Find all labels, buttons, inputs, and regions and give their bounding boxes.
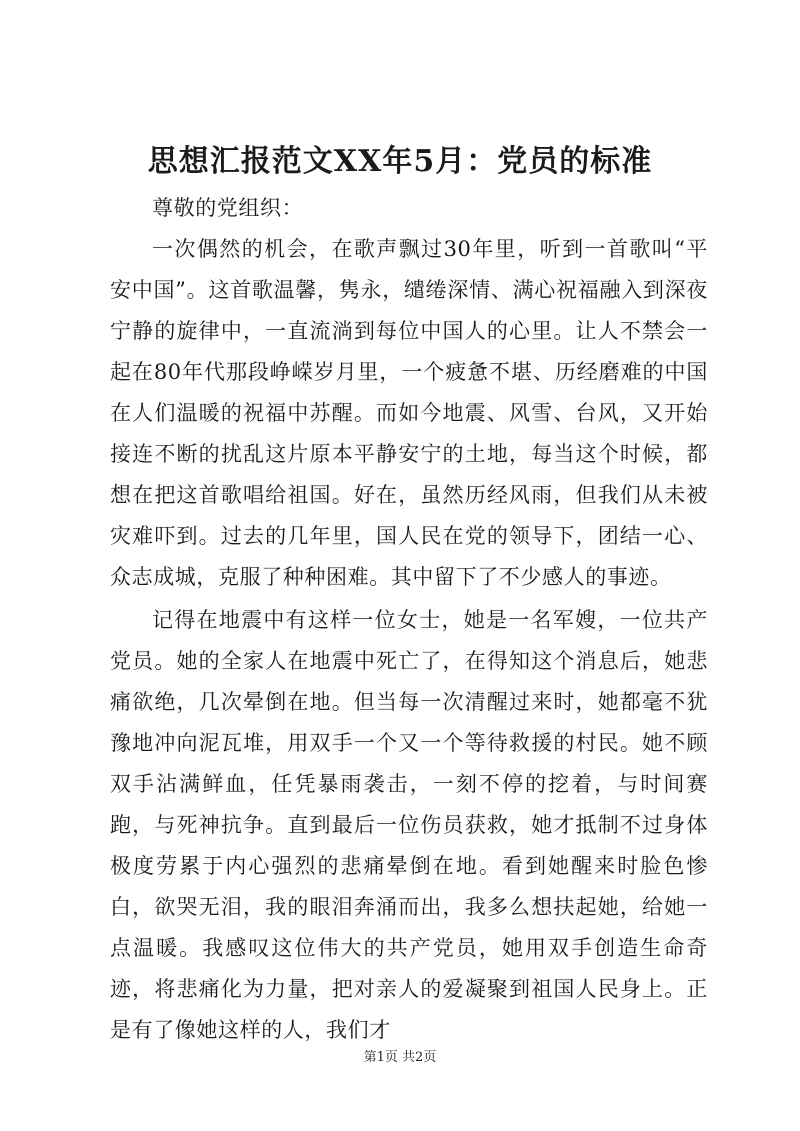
paragraph-1: 一次偶然的机会，在歌声飘过30年里，听到一首歌叫“平安中国”。这首歌温馨，隽永，缱绻深情、满心祝福融入到深夜宁静的旋律中，一直流淌到每位中国人的心里。让人不禁会一起在80年代那段峥嵘岁月里，一个疲惫不堪、历经磨难的中国在人们温暖的祝福中苏醒。而如今地震、风雪、台风，又开始接连不断的扰乱这片原本平静安宁的土地，每当这个时候，都想在把这首歌唱给祖国。好在，虽然历经风雨，但我们从未被灾难吓到。过去的几年里，国人民在党的领导下，团结一心、众志成城，克服了种种困难。其中留下了不少感人的事迹。: [110, 237, 708, 589]
page-footer: 第1页 共2页: [363, 1050, 437, 1065]
salutation: 尊敬的党组织：: [152, 196, 304, 220]
document-body: [110, 188, 708, 1051]
document-title: 思想汇报范文XX年5月：党员的标准: [147, 144, 653, 179]
paragraph-2: 记得在地震中有这样一位女士，她是一名军嫂，一位共产党员。她的全家人在地震中死亡了，在得知这个消息后，她悲痛欲绝，几次晕倒在地。但当每一次清醒过来时，她都毫不犹豫地冲向泥瓦堆，用双手一个又一个等待救援的村民。她不顾双手沾满鲜血，任凭暴雨袭击，一刻不停的挖着，与时间赛跑，与死神抗争。直到最后一位伤员获救，她才抵制不过身体极度劳累于内心强烈的悲痛晕倒在地。看到她醒来时脸色惨白，欲哭无泪，我的眼泪奔涌而出，我多么想扶起她，给她一点温暖。我感叹这位伟大的共产党员，她用双手创造生命奇迹，将悲痛化为力量，把对亲人的爱凝聚到祖国人民身上。正是有了像她这样的人，我们才: [110, 608, 708, 1042]
